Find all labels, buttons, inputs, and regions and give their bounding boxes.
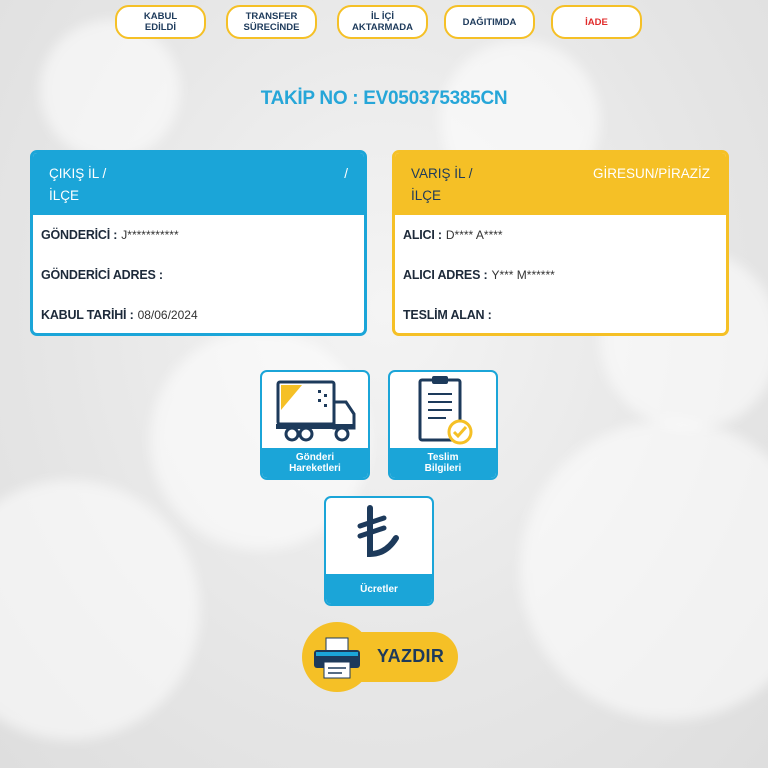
tracking-number: TAKİP NO : EV050375385CN — [260, 88, 508, 109]
origin-city-value: / — [344, 166, 348, 181]
fees-label: Ücretler — [326, 574, 432, 604]
truck-icon — [262, 372, 368, 452]
accept-date-row — [33, 295, 364, 335]
recipient-address-label: ALICI ADRES : — [403, 268, 488, 282]
step-out-for-delivery[interactable]: DAĞITIMDA — [444, 5, 535, 39]
step-return[interactable]: İADE — [551, 5, 642, 39]
origin-city-label: ÇIKIŞ İL / İLÇE — [49, 166, 107, 203]
accept-date-value: 08/06/2024 — [137, 308, 198, 322]
delivery-info-label: Teslim Bilgileri — [390, 448, 496, 478]
recipient-value: D**** A**** — [445, 228, 503, 242]
sender-row — [33, 215, 364, 255]
status-steps — [0, 5, 768, 41]
destination-city-label: VARIŞ İL / İLÇE — [411, 166, 473, 203]
fees-button[interactable] — [324, 496, 434, 606]
origin-card-header — [33, 153, 364, 215]
clipboard-check-icon — [390, 372, 496, 452]
destination-card — [392, 150, 729, 336]
print-label: YAZDIR — [377, 646, 445, 666]
accept-date-label: KABUL TARİHİ : — [41, 308, 134, 322]
destination-city-value: GİRESUN/PİRAZİZ — [592, 166, 710, 181]
recipient-label: ALICI : — [403, 228, 442, 242]
sender-value: J*********** — [121, 228, 179, 242]
printer-icon — [312, 636, 362, 680]
step-in-transfer[interactable]: TRANSFER SÜRECİNDE — [226, 5, 317, 39]
received-by-row — [395, 295, 726, 335]
recipient-row — [395, 215, 726, 255]
recipient-address-row — [395, 255, 726, 295]
step-accepted[interactable]: KABUL EDİLDİ — [115, 5, 206, 39]
sender-address-label: GÖNDERİCİ ADRES : — [41, 268, 163, 282]
recipient-address-value: Y*** M****** — [491, 268, 555, 282]
origin-card — [30, 150, 367, 336]
shipment-movements-label: Gönderi Hareketleri — [262, 448, 368, 478]
print-button[interactable] — [302, 622, 460, 692]
step-in-city-transfer[interactable]: İL İÇİ AKTARMADA — [337, 5, 428, 39]
sender-address-row — [33, 255, 364, 295]
shipment-movements-button[interactable] — [260, 370, 370, 480]
sender-label: GÖNDERİCİ : — [41, 228, 118, 242]
destination-card-header — [395, 153, 726, 215]
lira-icon — [326, 498, 432, 578]
delivery-info-button[interactable] — [388, 370, 498, 480]
received-by-label: TESLİM ALAN : — [403, 308, 492, 322]
